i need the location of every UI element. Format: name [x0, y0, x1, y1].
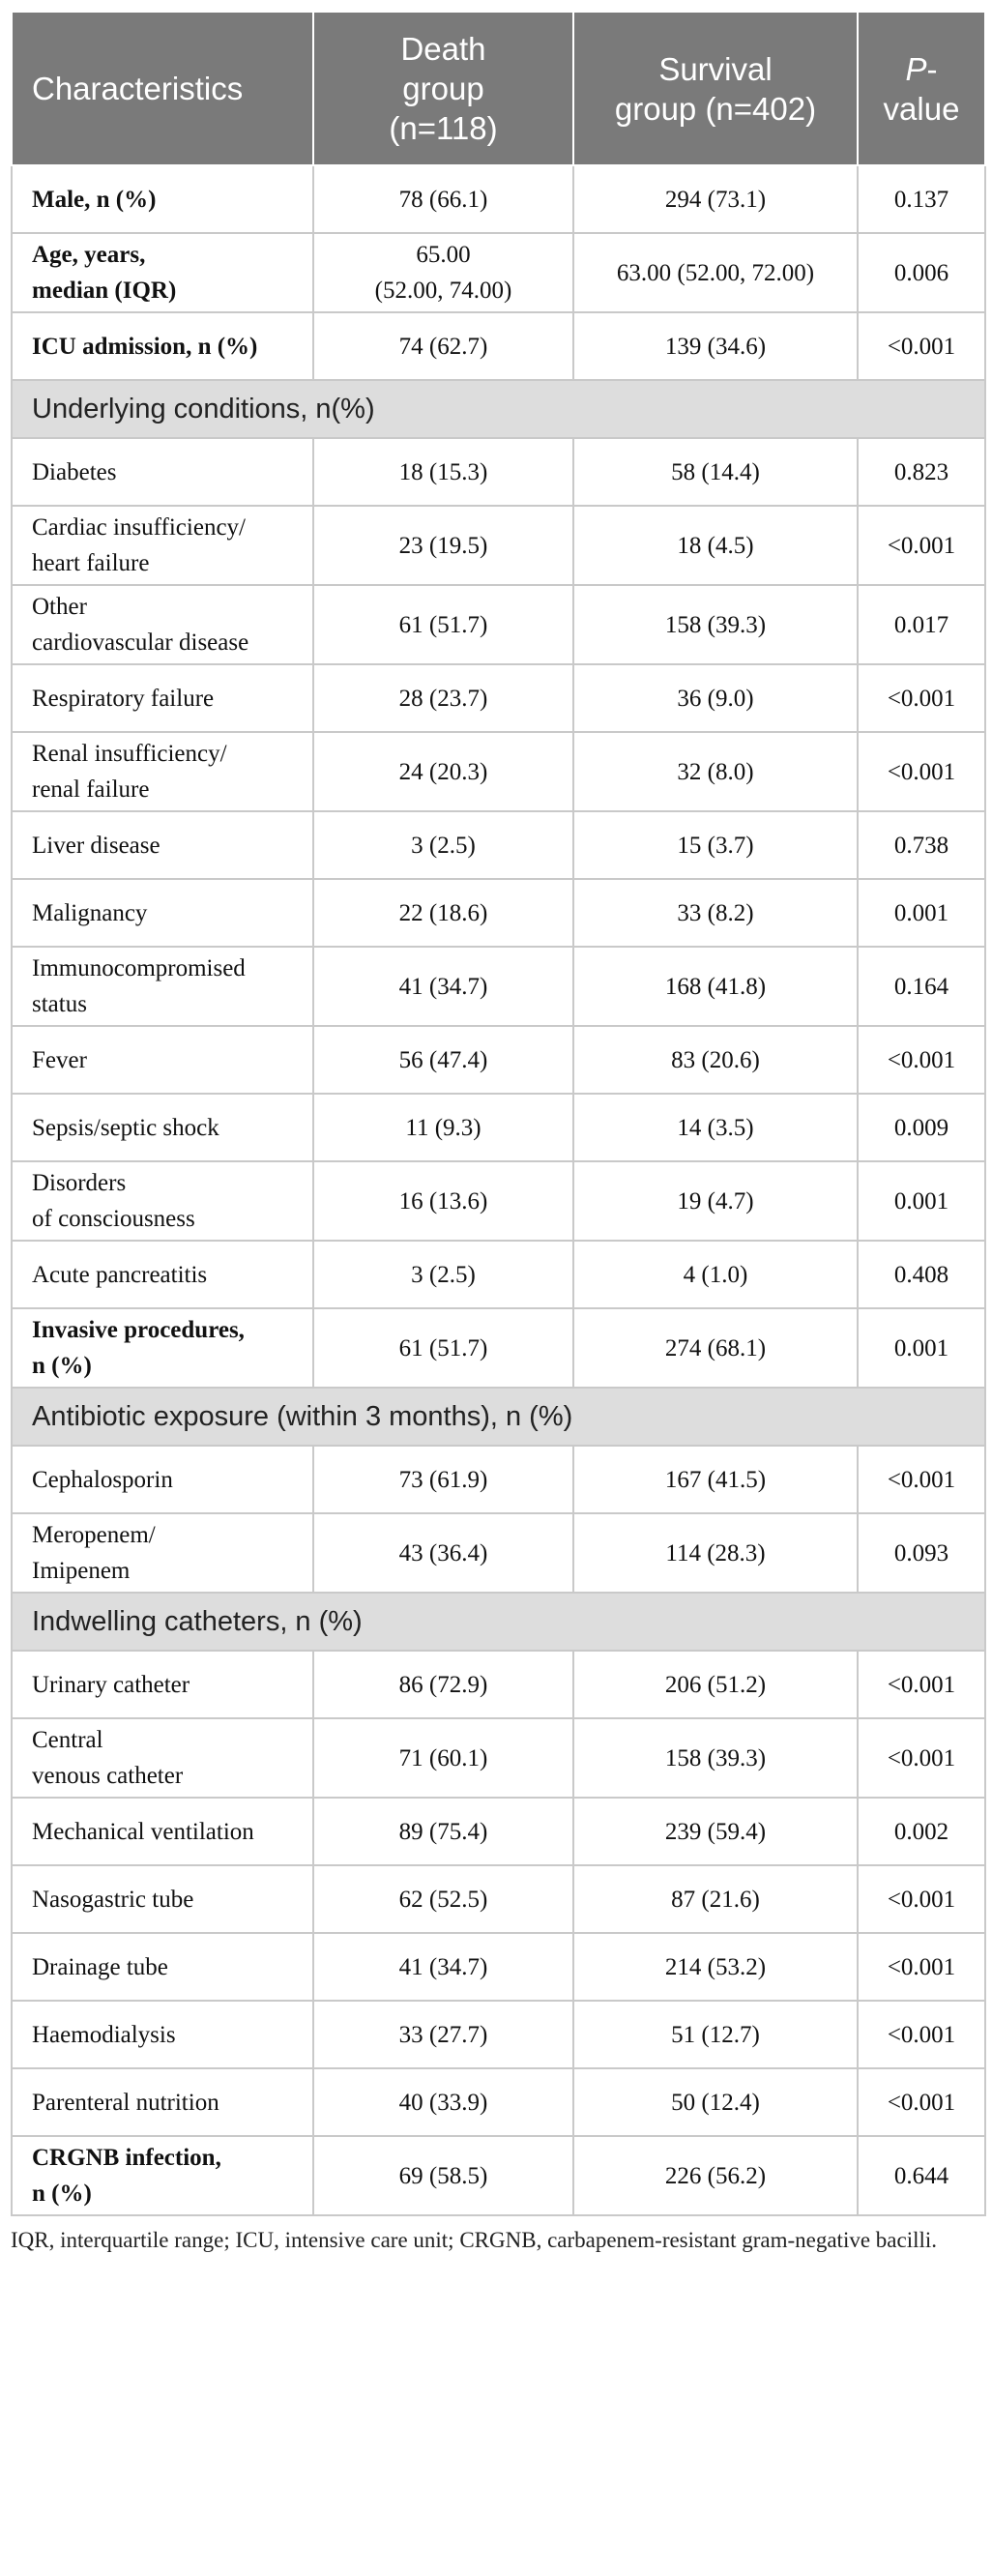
survival-group-cell-line: 15 (3.7)	[677, 832, 754, 859]
row-label-line: ICU admission, n (%)	[32, 333, 258, 360]
header-row	[12, 12, 985, 165]
row-label-line: Other	[32, 594, 87, 620]
survival-group-cell-line: 83 (20.6)	[671, 1046, 760, 1073]
survival-group-cell-line: 4 (1.0)	[683, 1261, 748, 1288]
row-label	[12, 2001, 313, 2068]
row-label-line: Invasive procedures,	[32, 1317, 245, 1343]
death-group-cell-line: 86 (72.9)	[398, 1671, 488, 1698]
death-group-cell	[313, 1933, 573, 2001]
survival-group-cell	[573, 165, 858, 233]
death-group-cell-line: 16 (13.6)	[398, 1187, 488, 1215]
death-group-cell	[313, 438, 573, 506]
death-group-cell	[313, 165, 573, 233]
table-row	[12, 2136, 985, 2215]
p-value-cell: 0.164	[858, 947, 985, 1026]
row-label	[12, 2136, 313, 2215]
death-group-cell	[313, 1651, 573, 1718]
row-label	[12, 1933, 313, 2001]
death-group-cell-line: 11 (9.3)	[405, 1114, 481, 1141]
table-row	[12, 1933, 985, 2001]
table-row	[12, 233, 985, 312]
row-label-line: Imipenem	[32, 1558, 131, 1584]
survival-group-cell	[573, 1651, 858, 1718]
death-group-cell-line: 78 (66.1)	[398, 186, 488, 213]
row-label-line: Acute pancreatitis	[32, 1261, 208, 1288]
survival-group-cell	[573, 585, 858, 664]
p-value-cell: <0.001	[858, 664, 985, 732]
row-label	[12, 1798, 313, 1865]
p-value-cell: 0.408	[858, 1241, 985, 1308]
table-row	[12, 2001, 985, 2068]
death-group-cell-line: 24 (20.3)	[398, 758, 488, 785]
p-value-cell: 0.137	[858, 165, 985, 233]
table-row	[12, 585, 985, 664]
p-value-cell: 0.002	[858, 1798, 985, 1865]
survival-group-cell	[573, 2068, 858, 2136]
death-group-cell	[313, 1718, 573, 1798]
table-row	[12, 1718, 985, 1798]
table-row	[12, 165, 985, 233]
p-value-cell: <0.001	[858, 1933, 985, 2001]
row-label-line: Age, years,	[32, 242, 146, 268]
row-label-line: Drainage tube	[32, 1953, 168, 1980]
header-p-value-word: value	[883, 90, 960, 127]
table-row	[12, 1446, 985, 1513]
death-group-cell	[313, 2136, 573, 2215]
p-value-cell: <0.001	[858, 1446, 985, 1513]
p-value-cell: <0.001	[858, 2001, 985, 2068]
p-value-cell: <0.001	[858, 1651, 985, 1718]
row-label-line: cardiovascular disease	[32, 629, 249, 656]
row-label-line: Immunocompromised	[32, 955, 246, 981]
row-label-line: Parenteral nutrition	[32, 2089, 219, 2116]
death-group-cell	[313, 1865, 573, 1933]
death-group-cell	[313, 1308, 573, 1388]
table-row	[12, 438, 985, 506]
survival-group-cell-line: 19 (4.7)	[677, 1187, 754, 1215]
row-label	[12, 732, 313, 811]
row-label-line: Central	[32, 1727, 103, 1753]
header-characteristics: Characteristics	[12, 12, 313, 165]
row-label-line: Mechanical ventilation	[32, 1818, 254, 1845]
death-group-cell-line: 65.00	[416, 242, 471, 268]
table-row	[12, 312, 985, 380]
survival-group-cell	[573, 1718, 858, 1798]
p-value-cell: 0.009	[858, 1094, 985, 1161]
survival-group-cell	[573, 1933, 858, 2001]
p-value-cell: <0.001	[858, 1718, 985, 1798]
row-label	[12, 1446, 313, 1513]
death-group-cell	[313, 312, 573, 380]
header-survival-group	[573, 12, 858, 165]
table-row	[12, 1865, 985, 1933]
survival-group-cell	[573, 1026, 858, 1094]
death-group-cell-line: 3 (2.5)	[411, 832, 476, 859]
survival-group-cell-line: 226 (56.2)	[664, 2162, 767, 2189]
header-survival-line: Survival	[658, 50, 773, 87]
survival-group-cell	[573, 947, 858, 1026]
death-group-cell-line: 56 (47.4)	[398, 1046, 488, 1073]
row-label-line: Haemodialysis	[32, 2021, 176, 2048]
death-group-cell-line: 61 (51.7)	[398, 611, 488, 638]
survival-group-cell-line: 58 (14.4)	[671, 458, 760, 485]
death-group-cell	[313, 811, 573, 879]
row-label-line: n (%)	[32, 2181, 92, 2207]
death-group-cell-line: 18 (15.3)	[398, 458, 488, 485]
row-label-line: CRGNB infection,	[32, 2145, 221, 2171]
death-group-cell	[313, 2001, 573, 2068]
row-label	[12, 2068, 313, 2136]
survival-group-cell-line: 87 (21.6)	[671, 1886, 760, 1913]
header-p-italic: P	[905, 50, 927, 87]
table-row	[12, 947, 985, 1026]
row-label-line: Meropenem/	[32, 1522, 156, 1548]
death-group-cell-line: 71 (60.1)	[398, 1744, 488, 1771]
row-label-line: Sepsis/septic shock	[32, 1114, 219, 1141]
survival-group-cell	[573, 811, 858, 879]
table-row	[12, 1241, 985, 1308]
row-label-line: heart failure	[32, 550, 150, 576]
row-label-line: venous catheter	[32, 1763, 184, 1789]
p-value-cell: <0.001	[858, 2068, 985, 2136]
header-p-value	[858, 12, 985, 165]
survival-group-cell	[573, 664, 858, 732]
p-value-cell: <0.001	[858, 1026, 985, 1094]
p-value-cell: <0.001	[858, 1865, 985, 1933]
survival-group-cell-line: 32 (8.0)	[677, 758, 754, 785]
row-label	[12, 1094, 313, 1161]
survival-group-cell	[573, 879, 858, 947]
survival-group-cell-line: 274 (68.1)	[664, 1334, 767, 1361]
survival-group-cell	[573, 1865, 858, 1933]
row-label	[12, 506, 313, 585]
header-death-group	[313, 12, 573, 165]
death-group-cell	[313, 664, 573, 732]
survival-group-cell-line: 158 (39.3)	[664, 611, 767, 638]
p-value-cell: 0.017	[858, 585, 985, 664]
table-row	[12, 1026, 985, 1094]
survival-group-cell-line: 168 (41.8)	[664, 973, 767, 1000]
death-group-cell	[313, 233, 573, 312]
header-death-line: (n=118)	[389, 110, 498, 146]
header-death-line: Death	[400, 31, 486, 67]
death-group-cell	[313, 2068, 573, 2136]
row-label	[12, 1651, 313, 1718]
survival-group-cell-line: 63.00 (52.00, 72.00)	[616, 259, 815, 286]
table-row	[12, 879, 985, 947]
row-label-line: Urinary catheter	[32, 1671, 190, 1698]
row-label	[12, 664, 313, 732]
survival-group-cell	[573, 1308, 858, 1388]
row-label-line: Renal insufficiency/	[32, 741, 227, 767]
row-label	[12, 233, 313, 312]
row-label	[12, 947, 313, 1026]
survival-group-cell	[573, 2136, 858, 2215]
survival-group-cell	[573, 1446, 858, 1513]
row-label-line: renal failure	[32, 776, 150, 803]
death-group-cell-line: 43 (36.4)	[398, 1539, 488, 1566]
table-row	[12, 811, 985, 879]
death-group-cell-line: 41 (34.7)	[398, 1953, 488, 1980]
row-label	[12, 312, 313, 380]
death-group-cell	[313, 506, 573, 585]
p-value-cell: 0.093	[858, 1513, 985, 1593]
death-group-cell-line: 73 (61.9)	[398, 1466, 488, 1493]
row-label-line: Respiratory failure	[32, 685, 215, 712]
death-group-cell-line: 41 (34.7)	[398, 973, 488, 1000]
p-value-cell: 0.006	[858, 233, 985, 312]
survival-group-cell-line: 294 (73.1)	[664, 186, 767, 213]
death-group-cell	[313, 585, 573, 664]
survival-group-cell-line: 167 (41.5)	[664, 1466, 767, 1493]
table-row	[12, 2068, 985, 2136]
death-group-cell-line: 40 (33.9)	[398, 2089, 488, 2116]
row-label-line: status	[32, 991, 87, 1017]
row-label-line: Fever	[32, 1046, 87, 1073]
row-label-line: Cephalosporin	[32, 1466, 173, 1493]
death-group-cell	[313, 1241, 573, 1308]
survival-group-cell-line: 36 (9.0)	[677, 685, 754, 712]
p-value-cell: 0.001	[858, 879, 985, 947]
row-label	[12, 879, 313, 947]
section-header-row	[12, 1388, 985, 1446]
survival-group-cell	[573, 438, 858, 506]
survival-group-cell	[573, 1241, 858, 1308]
death-group-cell-line: 3 (2.5)	[411, 1261, 476, 1288]
row-label	[12, 1513, 313, 1593]
row-label-line: Male, n (%)	[32, 186, 157, 213]
row-label	[12, 585, 313, 664]
row-label	[12, 1865, 313, 1933]
death-group-cell-line: 23 (19.5)	[398, 532, 488, 559]
section-header-label: Antibiotic exposure (within 3 months), n (%)	[12, 1388, 985, 1446]
characteristics-table	[11, 11, 986, 2216]
survival-group-cell-line: 206 (51.2)	[664, 1671, 767, 1698]
p-value-cell: <0.001	[858, 312, 985, 380]
table-body	[12, 165, 985, 2215]
survival-group-cell	[573, 1161, 858, 1241]
row-label-line: Cardiac insufficiency/	[32, 514, 246, 541]
table-row	[12, 664, 985, 732]
table-row	[12, 1308, 985, 1388]
table-row	[12, 1798, 985, 1865]
table-row	[12, 1513, 985, 1593]
death-group-cell	[313, 1446, 573, 1513]
survival-group-cell	[573, 732, 858, 811]
row-label-line: of consciousness	[32, 1206, 195, 1232]
survival-group-cell-line: 51 (12.7)	[671, 2021, 760, 2048]
survival-group-cell-line: 158 (39.3)	[664, 1744, 767, 1771]
section-header-row	[12, 1593, 985, 1651]
death-group-cell-line: 33 (27.7)	[398, 2021, 488, 2048]
p-value-cell: 0.644	[858, 2136, 985, 2215]
death-group-cell	[313, 879, 573, 947]
p-value-cell: <0.001	[858, 506, 985, 585]
table-row	[12, 1094, 985, 1161]
survival-group-cell-line: 18 (4.5)	[677, 532, 754, 559]
row-label-line: Diabetes	[32, 458, 117, 485]
survival-group-cell-line: 14 (3.5)	[677, 1114, 754, 1141]
p-value-cell: 0.001	[858, 1161, 985, 1241]
row-label	[12, 1241, 313, 1308]
death-group-cell-line: 89 (75.4)	[398, 1818, 488, 1845]
row-label-line: Nasogastric tube	[32, 1886, 194, 1913]
row-label	[12, 1161, 313, 1241]
p-value-cell: <0.001	[858, 732, 985, 811]
death-group-cell	[313, 947, 573, 1026]
table-row	[12, 1161, 985, 1241]
row-label	[12, 165, 313, 233]
row-label-line: Disorders	[32, 1170, 127, 1196]
table-document	[11, 11, 984, 2257]
death-group-cell-line: 22 (18.6)	[398, 899, 488, 926]
death-group-cell	[313, 1094, 573, 1161]
survival-group-cell-line: 139 (34.6)	[664, 333, 767, 360]
survival-group-cell	[573, 2001, 858, 2068]
death-group-cell-line: (52.00, 74.00)	[374, 278, 512, 304]
death-group-cell-line: 28 (23.7)	[398, 685, 488, 712]
row-label	[12, 438, 313, 506]
section-header-label: Indwelling catheters, n (%)	[12, 1593, 985, 1651]
death-group-cell-line: 62 (52.5)	[398, 1886, 488, 1913]
table-row	[12, 1651, 985, 1718]
survival-group-cell	[573, 233, 858, 312]
death-group-cell-line: 69 (58.5)	[398, 2162, 488, 2189]
row-label-line: Liver disease	[32, 832, 160, 859]
section-header-row	[12, 380, 985, 438]
survival-group-cell	[573, 312, 858, 380]
survival-group-cell	[573, 506, 858, 585]
survival-group-cell	[573, 1094, 858, 1161]
death-group-cell	[313, 1513, 573, 1593]
death-group-cell	[313, 1161, 573, 1241]
header-p-dash: -	[926, 50, 938, 87]
death-group-cell	[313, 732, 573, 811]
death-group-cell-line: 61 (51.7)	[398, 1334, 488, 1361]
survival-group-cell	[573, 1798, 858, 1865]
row-label	[12, 811, 313, 879]
header-death-line: group	[402, 71, 484, 106]
table-footnote: IQR, interquartile range; ICU, intensive care unit; CRGNB, carbapenem-resistant gram-negative bacilli.	[11, 2228, 938, 2252]
row-label	[12, 1718, 313, 1798]
death-group-cell	[313, 1798, 573, 1865]
death-group-cell	[313, 1026, 573, 1094]
table-row	[12, 732, 985, 811]
row-label	[12, 1026, 313, 1094]
survival-group-cell	[573, 1513, 858, 1593]
p-value-cell: 0.823	[858, 438, 985, 506]
header-survival-line: group (n=402)	[614, 90, 817, 127]
survival-group-cell-line: 214 (53.2)	[664, 1953, 767, 1980]
survival-group-cell-line: 50 (12.4)	[671, 2089, 760, 2116]
row-label-line: n (%)	[32, 1353, 92, 1379]
p-value-cell: 0.001	[858, 1308, 985, 1388]
section-header-label: Underlying conditions, n(%)	[12, 380, 985, 438]
survival-group-cell-line: 114 (28.3)	[665, 1539, 766, 1566]
row-label	[12, 1308, 313, 1388]
death-group-cell-line: 74 (62.7)	[398, 333, 488, 360]
table-row	[12, 506, 985, 585]
survival-group-cell-line: 33 (8.2)	[677, 899, 754, 926]
row-label-line: median (IQR)	[32, 278, 177, 304]
survival-group-cell-line: 239 (59.4)	[664, 1818, 767, 1845]
row-label-line: Malignancy	[32, 899, 148, 926]
p-value-cell: 0.738	[858, 811, 985, 879]
